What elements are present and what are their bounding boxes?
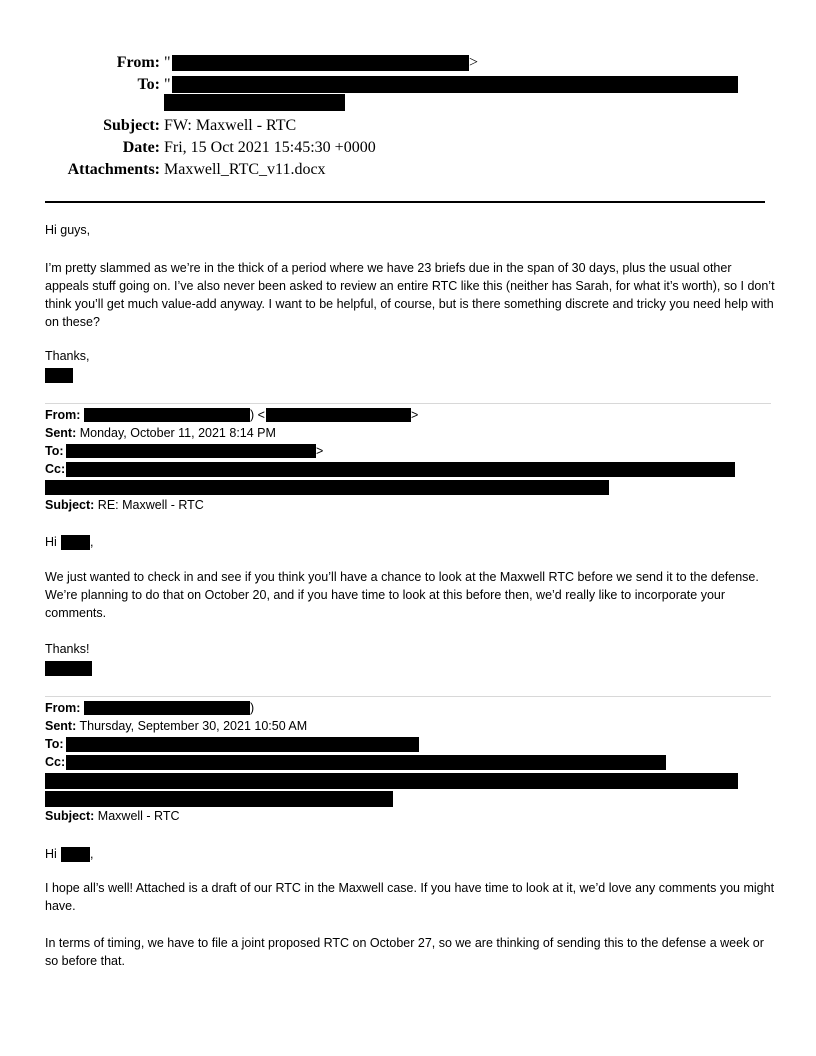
msg2-signoff: Thanks!: [45, 642, 90, 656]
msg3-to-row: [45, 735, 64, 753]
message-separator: [45, 403, 771, 404]
header-attachments: Maxwell_RTC_v11.docx: [164, 161, 326, 178]
redaction-box: [66, 737, 419, 752]
msg2-subject-label: Subject:: [45, 498, 95, 512]
msg2-from-row: [45, 406, 80, 424]
msg2-sent-label: Sent:: [45, 426, 77, 440]
msg3-greeting-hi: Hi: [45, 847, 57, 861]
msg1-greeting: Hi guys,: [45, 223, 91, 237]
redaction-box: [66, 444, 316, 458]
redaction-box: [266, 408, 411, 422]
header-date-label: Date:: [122, 139, 160, 156]
header-from-prefix: ": [164, 54, 171, 71]
msg3-from-row: [45, 699, 80, 717]
msg2-greeting-comma: ,: [90, 535, 94, 549]
msg3-subject-label: Subject:: [45, 809, 95, 823]
header-from-label: From:: [116, 54, 160, 71]
msg3-sent-label: Sent:: [45, 719, 77, 733]
header-attachments-label: Attachments:: [67, 161, 160, 178]
msg3-cc-row: [45, 753, 65, 771]
msg3-sent: Thursday, September 30, 2021 10:50 AM: [79, 719, 308, 733]
redaction-box: [84, 408, 250, 422]
msg3-subject: Maxwell - RTC: [97, 809, 180, 823]
msg2-cc-label: Cc:: [45, 462, 66, 476]
redaction-box: [66, 462, 735, 477]
msg2-to-label: To:: [45, 444, 64, 458]
header-divider: [45, 201, 765, 203]
msg2-to-end: >: [316, 444, 324, 458]
msg3-cc-label: Cc:: [45, 755, 66, 769]
msg2-sent: Monday, October 11, 2021 8:14 PM: [79, 426, 276, 440]
msg2-to-row: [45, 442, 64, 460]
msg2-from-mid: ) <: [250, 408, 265, 422]
msg3-from-end: ): [250, 701, 255, 715]
msg2-greeting-hi: Hi: [45, 535, 57, 549]
redaction-box: [66, 755, 666, 770]
redaction-box: [61, 535, 90, 550]
redaction-box: [45, 480, 609, 495]
msg2-sent-row: [45, 424, 276, 442]
msg2-cc-row: [45, 460, 65, 478]
msg1-signoff: Thanks,: [45, 349, 90, 363]
message-separator: [45, 696, 771, 697]
msg2-from-end: >: [411, 408, 419, 422]
msg2-body: We just wanted to check in and see if you think you’ll have a chance to look at the Maxwell RTC before we send it to the defense. We’re planning to do that on October 20, and if you have time to look at this before then, we’d really like to incorporate your comments.: [45, 570, 759, 620]
msg3-sent-row: [45, 717, 307, 735]
msg2-subject: RE: Maxwell - RTC: [97, 498, 204, 512]
redaction-box: [45, 791, 393, 807]
redaction-box: [61, 847, 90, 862]
header-to-label: To:: [137, 76, 160, 93]
msg2-subject-row: [45, 496, 204, 514]
msg1-body: I’m pretty slammed as we’re in the thick of a period where we have 23 briefs due in the span of 30 days, plus the usual other appeals stuff going on. I’ve also never been asked to review an entire RTC like this (neither has Sarah, for what it’s worth), so I don’t think you’ll get much value-add anyway. I want to be helpful, of course, but is there something discrete and tricky you need help with on these?: [45, 261, 775, 329]
header-to-prefix: ": [164, 76, 171, 93]
redaction-box: [45, 368, 73, 383]
msg3-body-1: I hope all’s well! Attached is a draft of our RTC in the Maxwell case. If you have time to look at it, we’d love any comments you might have.: [45, 881, 775, 913]
redaction-box: [45, 661, 92, 676]
redaction-box: [84, 701, 250, 715]
msg2-from-label: From:: [45, 408, 81, 422]
msg3-from-label: From:: [45, 701, 81, 715]
header-date: Fri, 15 Oct 2021 15:45:30 +0000: [164, 139, 376, 156]
msg3-subject-row: [45, 807, 180, 825]
header-from-suffix: >: [469, 54, 479, 71]
redaction-box: [172, 76, 738, 93]
redaction-box: [172, 55, 469, 71]
header-subject-label: Subject:: [103, 117, 160, 134]
msg3-body-2: In terms of timing, we have to file a joint proposed RTC on October 27, so we are thinking of sending this to the defense a week or so before that.: [45, 936, 764, 968]
msg3-to-label: To:: [45, 737, 64, 751]
redaction-box: [164, 94, 345, 111]
header-subject: FW: Maxwell - RTC: [164, 117, 297, 134]
msg3-greeting-comma: ,: [90, 847, 94, 861]
redaction-box: [45, 773, 738, 789]
